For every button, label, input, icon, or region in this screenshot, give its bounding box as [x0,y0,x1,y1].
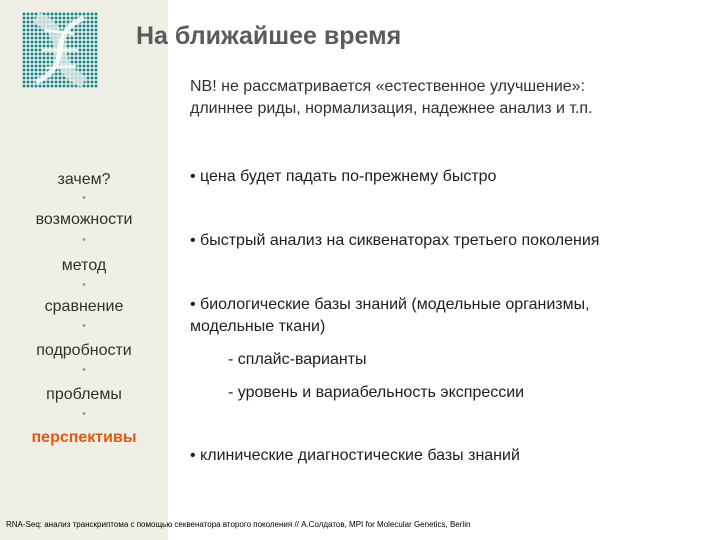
footer-citation: RNA-Seq: анализ транскриптома с помощью секвенатора второго поколения // A.Солдатов, MPI for Molecular Genetics, Berlin [6,520,471,529]
nav-separator: • [82,408,86,420]
nav-item-zachem[interactable]: зачем? [57,171,111,188]
nav-separator: • [82,234,86,246]
bullet-item: • цена будет падать по-прежнему быстро [190,168,497,185]
nav-separator: • [82,192,86,204]
dna-helix-icon [22,12,98,88]
bullet-item: • клинические диагностические базы знаний [190,447,520,464]
note-line-1: NB! не рассматривается «естественное улучшение»: [190,78,586,95]
page-title: На ближайшее время [136,22,402,50]
nav-item-problemy[interactable]: проблемы [46,386,122,403]
note [190,76,690,120]
nav-item-vozmozhnosti[interactable]: возможности [35,211,133,228]
nav-item-sravnenie[interactable]: сравнение [44,298,124,315]
nav-separator: • [82,279,86,291]
nav-item-perspektivy[interactable]: перспективы [31,429,137,446]
sub-item: - сплайс-варианты [228,351,367,368]
note-line-2: длиннее риды, нормализация, надежнее анализ и т.п. [190,100,593,117]
bullet-line: модельные ткани) [190,318,326,335]
bullet-item: • быстрый анализ на сиквенаторах третьего поколения [190,232,600,249]
sub-item: - уровень и вариабельность экспрессии [228,384,525,401]
bullet-line: • биологические базы знаний (модельные организмы, [190,296,590,313]
bullet-item [190,294,690,338]
nav-item-podrobnosti[interactable]: подробности [36,342,132,359]
nav-separator: • [82,364,86,376]
nav-separator: • [82,320,86,332]
nav-item-metod[interactable]: метод [61,257,107,274]
